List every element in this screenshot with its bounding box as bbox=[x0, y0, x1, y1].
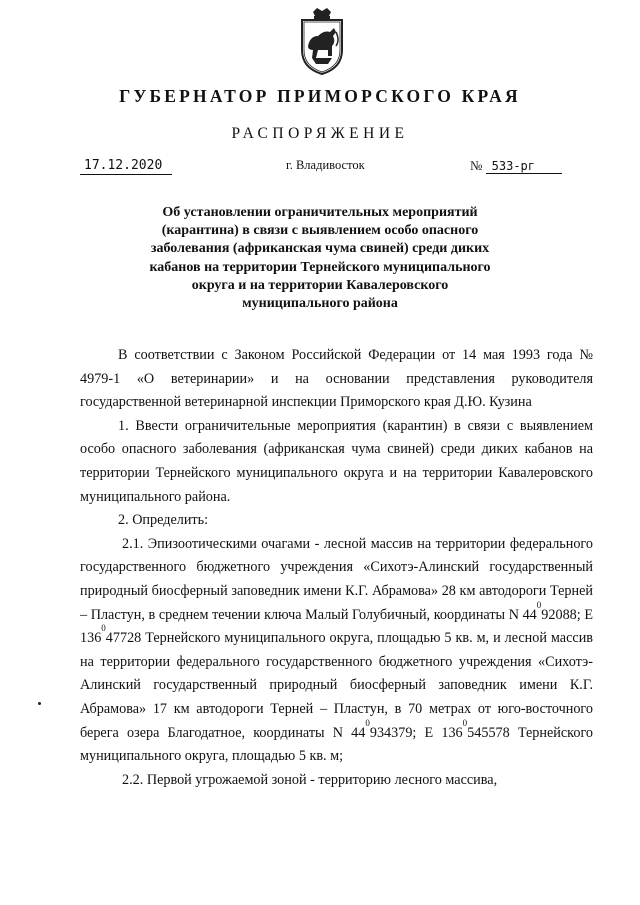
degree-sup-1: 0 bbox=[536, 599, 542, 610]
p2-1-text-d: 934379; E 136 bbox=[369, 724, 463, 741]
document-title: Об установлении ограничительных мероприятий (карантина) в связи с выявлением особо опасного заболевания (африканская чума свиней) среди диких кабанов на территории Тернейского муниципального округа и на территории Кавалеровского муниципального района bbox=[149, 205, 491, 312]
degree-sup-3: 0 bbox=[365, 717, 370, 728]
p2-1-text-a: 2.1. Эпизоотическими очагами - лесной массив на территории федерального государственного бюджетного учреждения «Сихотэ-Алинский государственный природный биосферный заповедник имени К.Г. Абрамова» 28 км автодороги Терней – Пластун, в среднем течении ключа Малый Голубичный, координаты N 44 bbox=[80, 535, 593, 623]
paragraph-2-1 bbox=[80, 533, 593, 769]
document-date: 17.12.2020 bbox=[80, 158, 172, 175]
document-body bbox=[80, 344, 593, 792]
p2-1-text-c: 47728 Тернейского муниципального округа, площадью 5 кв. м, и лесной массив на территории федерального государственного бюджетного учреждения «Сихотэ-Алинский государственный природный биосферный заповедник имени К.Г. Абрамова» 17 км автодороги Терней – Пластун, в 70 метрах от юго-восточного берега озера Благодатное, координаты N 44 bbox=[80, 630, 593, 741]
number-value: 533-рг bbox=[486, 159, 562, 174]
p2-1-text-b: 92088; E 136 bbox=[80, 606, 593, 647]
organization-heading: ГУБЕРНАТОР ПРИМОРСКОГО КРАЯ bbox=[119, 86, 521, 106]
degree-sup-4: 0 bbox=[462, 717, 468, 728]
paragraph-2-2: 2.2. Первой угрожаемой зоной - территорию лесного массива, bbox=[122, 771, 498, 788]
document-city: г. Владивосток bbox=[286, 158, 365, 172]
scan-speck bbox=[38, 702, 41, 705]
primorsky-krai-coat-of-arms-icon bbox=[296, 6, 348, 76]
p2-1-text-e: 545578 Тернейского муниципального округа, площадью 5 кв. м; bbox=[80, 724, 594, 765]
paragraph-1: 1. Ввести ограничительные мероприятия (карантин) в связи с выявлением особо опасного заболевания (африканская чума свиней) среди диких кабанов на территории Тернейского муниципального округа и на территории Кавалеровского муниципального района. bbox=[80, 417, 593, 505]
document-type-heading: РАСПОРЯЖЕНИЕ bbox=[231, 125, 409, 142]
number-label: № bbox=[470, 158, 483, 173]
paragraph-2: 2. Определить: bbox=[118, 512, 209, 529]
preamble-paragraph: В соответствии с Законом Российской Федерации от 14 мая 1993 года № 4979-1 «О ветеринарии» и на основании представления руководителя государственной ветеринарной инспекции Приморского края Д.Ю. Кузина bbox=[80, 347, 593, 411]
document-number bbox=[470, 158, 562, 174]
degree-sup-2: 0 bbox=[101, 623, 106, 634]
